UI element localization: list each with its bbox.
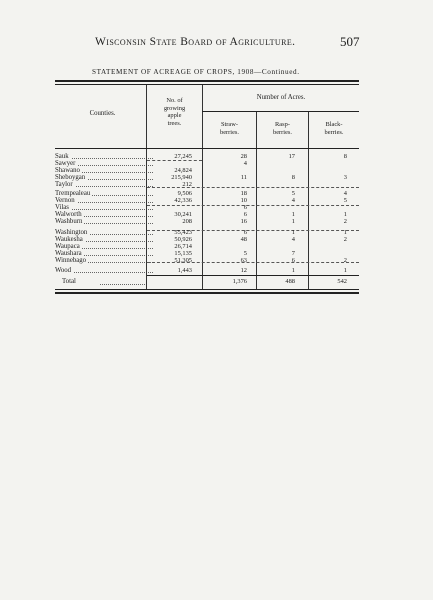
county-name: Winnebago	[55, 257, 87, 264]
header-blackberries	[309, 121, 359, 136]
blackberries-cell: 1	[343, 229, 347, 236]
running-head: Wisconsin State Board of Agriculture.	[95, 36, 296, 48]
county-name: Sheboygan	[55, 174, 86, 181]
blackberries-cell: 1	[343, 211, 347, 218]
table-top-rule	[55, 80, 359, 82]
column-divider	[202, 149, 203, 289]
strawberries-cell: 6	[243, 211, 247, 218]
strawberries-cell: 12	[240, 267, 247, 274]
county-name: Washburn	[55, 218, 83, 225]
header-apple-trees-line: growing	[163, 104, 186, 112]
strawberries-cell: 6	[243, 229, 247, 236]
header-strawberries-line: berries.	[220, 128, 239, 136]
strawberries-cell: 11	[240, 174, 247, 181]
acres-subheader-rule	[202, 111, 359, 112]
county-cell	[55, 217, 155, 226]
apple-trees-cell: 26,714	[174, 243, 192, 250]
apple-trees-cell: 15,135	[174, 250, 192, 257]
county-name: Waushara	[55, 250, 82, 257]
raspberries-cell: 17	[288, 153, 295, 160]
raspberries-cell: 1	[291, 218, 295, 225]
total-raspberries: 488	[285, 278, 295, 285]
header-raspberries-line: berries.	[273, 128, 292, 136]
blackberries-cell: 8	[343, 153, 347, 160]
total-strawberries: 1,376	[232, 278, 247, 285]
header-strawberries-line: Straw-	[220, 121, 239, 128]
blackberries-cell: 2	[343, 257, 347, 264]
total-top-rule	[147, 275, 359, 276]
page-number: 507	[340, 34, 360, 49]
apple-trees-cell: 24,824	[174, 167, 192, 174]
header-bottom-rule	[55, 148, 359, 149]
table-bottom-rule	[55, 292, 359, 294]
group-separator	[147, 205, 359, 206]
apple-trees-cell: 1,443	[177, 267, 192, 274]
county-name: Wood	[55, 267, 72, 274]
county-cell	[55, 266, 155, 275]
county-name: Sauk	[55, 153, 69, 160]
header-blackberries-line: berries.	[324, 128, 344, 136]
blackberries-cell: 2	[343, 236, 347, 243]
apple-trees-cell: 55,423	[174, 229, 192, 236]
header-apple-trees-line: apple	[167, 112, 182, 120]
raspberries-cell: 1	[291, 229, 295, 236]
total-leader-dots	[100, 284, 145, 285]
county-name: Trempealeau	[55, 190, 91, 197]
blackberries-cell: 1	[343, 267, 347, 274]
table-title: STATEMENT OF ACREAGE OF CROPS, 1908—Continued.	[92, 68, 300, 76]
header-apple-trees-line: No. of	[166, 97, 183, 104]
raspberries-cell: 4	[291, 197, 295, 204]
total-blackberries: 542	[337, 278, 347, 285]
apple-trees-cell: 30,241	[174, 211, 192, 218]
county-name: Waukesha	[55, 236, 83, 243]
raspberries-cell: 7	[291, 250, 295, 257]
header-number-of-acres: Number of Acres.	[256, 94, 306, 101]
raspberries-cell: 1	[291, 211, 295, 218]
total-label: Total	[62, 278, 76, 285]
apple-trees-cell: 50,926	[174, 236, 192, 243]
header-raspberries	[257, 121, 308, 136]
county-name: Waupaca	[55, 243, 80, 250]
apple-trees-cell: 51,305	[174, 257, 192, 264]
strawberries-cell: 6	[243, 204, 247, 211]
header-raspberries-line: Rasp-	[275, 121, 290, 128]
strawberries-cell: 63	[240, 257, 247, 264]
header-apple-trees	[147, 97, 202, 127]
raspberries-cell: 8	[291, 174, 295, 181]
apple-trees-cell: 9,506	[177, 190, 192, 197]
apple-trees-cell: 212	[182, 181, 192, 188]
county-name: Sawyer	[55, 160, 76, 167]
header-apple-trees-line: trees.	[167, 119, 182, 127]
strawberries-cell: 5	[243, 250, 247, 257]
header-counties: Counties.	[89, 110, 116, 117]
raspberries-cell: 5	[291, 190, 295, 197]
raspberries-cell: 6	[291, 257, 295, 264]
blackberries-cell: 5	[343, 197, 347, 204]
apple-trees-cell: 42,336	[174, 197, 192, 204]
county-name: Washington	[55, 229, 88, 236]
county-name: Walworth	[55, 211, 82, 218]
strawberries-cell: 16	[240, 218, 247, 225]
apple-trees-cell: 215,940	[171, 174, 192, 181]
header-blackberries-line: Black-	[325, 121, 343, 128]
county-name: Vilas	[55, 204, 69, 211]
county-name: Shawano	[55, 167, 80, 174]
header-strawberries	[203, 121, 256, 136]
blackberries-cell: 4	[343, 190, 347, 197]
county-cell	[55, 256, 155, 265]
raspberries-cell: 1	[291, 267, 295, 274]
strawberries-cell: 28	[240, 153, 247, 160]
county-name: Vernon	[55, 197, 75, 204]
blackberries-cell: 2	[343, 218, 347, 225]
strawberries-cell: 48	[240, 236, 247, 243]
table-bottom-rule-thin	[55, 289, 359, 290]
apple-trees-cell: 27,245	[174, 153, 192, 160]
apple-trees-cell: 208	[182, 218, 192, 225]
county-name: Taylor	[55, 181, 73, 188]
blackberries-cell: 3	[343, 174, 347, 181]
strawberries-cell: 18	[240, 190, 247, 197]
strawberries-cell: 4	[243, 160, 247, 167]
county-cell	[55, 180, 155, 189]
raspberries-cell: 4	[291, 236, 295, 243]
strawberries-cell: 10	[240, 197, 247, 204]
table-top-rule-thin	[55, 84, 359, 85]
